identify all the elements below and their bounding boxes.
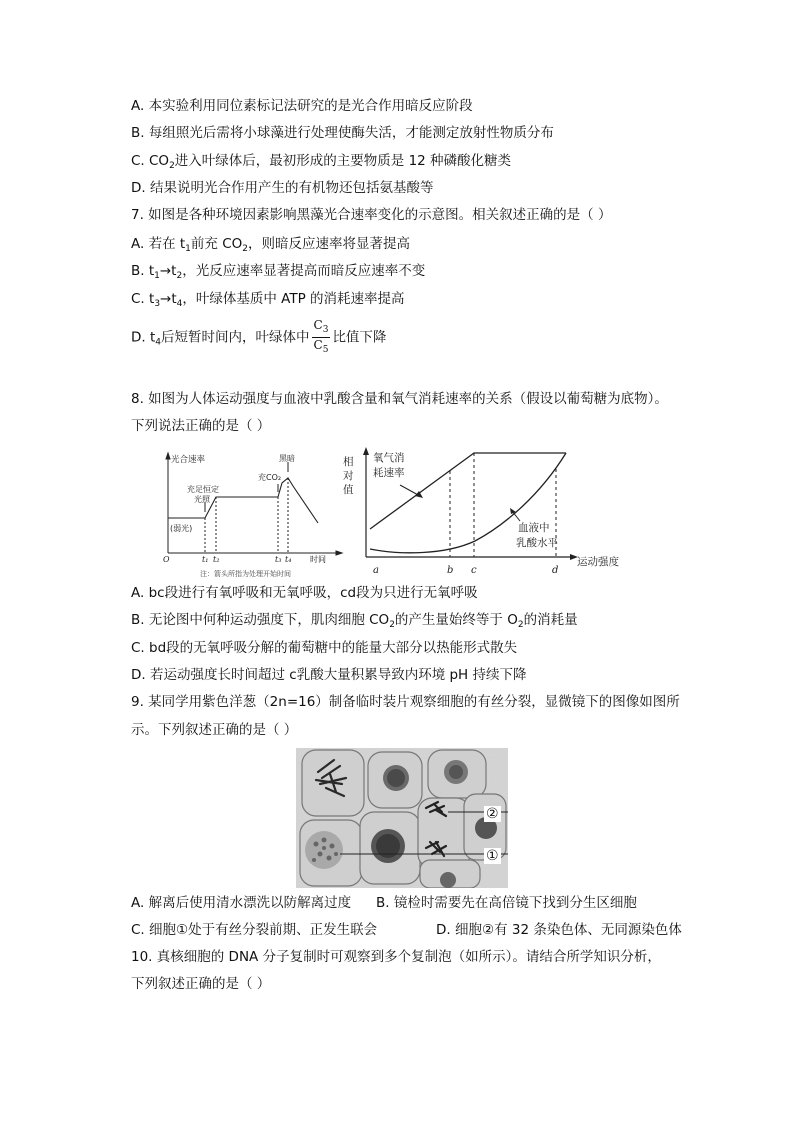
o2-pointer-head [415, 491, 423, 498]
q8-option-a: A. bc段进行有氧呼吸和无氧呼吸，cd段为只进行无氧呼吸 [131, 585, 478, 601]
q8-stem-line2: 下列说法正确的是（ ） [131, 418, 271, 434]
q9-option-b: B. 镜检时需要先在高倍镜下找到分生区细胞 [376, 895, 637, 911]
q6-option-c: C. $CO_2$进入叶绿体后，最初形成的主要物质是 12 种磷酸化糖类 [131, 153, 512, 171]
q6-option-d: D. 结果说明光合作用产生的有机物还包括氨基酸等 [131, 180, 434, 196]
t3-label: t₃ [275, 555, 282, 564]
lactate-label-1: 血液中 [518, 522, 550, 534]
nucleus [440, 872, 456, 888]
q8-option-c: C. bd段的无氧呼吸分解的葡萄糖中的能量大部分以热能形式散失 [131, 640, 518, 656]
q8-option-b: B. 无论图中何种运动强度下，肌肉细胞 $CO_2$的产生量始终等于 $O_2$的消耗量 [131, 612, 578, 630]
q10-stem-line2: 下列叙述正确的是（ ） [131, 976, 271, 992]
q9-stem-line2: 示。下列叙述正确的是（ ） [131, 722, 298, 738]
c-label: c [471, 565, 477, 576]
mitosis-micrograph [296, 748, 508, 888]
y-axis-arrow [166, 453, 170, 459]
q8-option-d: D. 若运动强度长时间超过 c乳酸大量积累导致内环境 pH 持续下降 [131, 667, 527, 683]
y-axis-label-2: 对 [343, 470, 354, 482]
q7-option-d: D. $t_4$后短暂时间内，叶绿体中 $\frac{C_3}{C_5}$ 比值下降 [131, 318, 387, 355]
oxygen-label-2: 耗速率 [373, 467, 405, 479]
origin-label: O [163, 555, 170, 564]
q9-option-a: A. 解离后使用清水漂洗以防解离过度 [131, 895, 352, 911]
q7-option-b: B. $t_1\to t_2$，光反应速率显著提高而暗反应速率不变 [131, 263, 426, 281]
lactate-label-2: 乳酸水平 [516, 537, 558, 549]
x-axis-label: 运动强度 [577, 556, 619, 568]
q9-stem-line1: 9. 某同学用紫色洋葱（2n=16）制备临时装片观察细胞的有丝分裂，显微镜下的图像如图所 [131, 694, 680, 710]
photosynthesis-rate-figure [160, 450, 350, 585]
t1-label: t₁ [202, 555, 209, 564]
y-axis-label-3: 值 [343, 484, 354, 496]
weak-light-label: (弱光) [170, 524, 193, 533]
exercise-intensity-figure [340, 445, 640, 580]
b-label: b [447, 565, 454, 576]
y-axis-label-1: 相 [343, 456, 354, 468]
q6-option-a: A. 本实验利用同位素标记法研究的是光合作用暗反应阶段 [131, 98, 473, 114]
q9-option-d: D. 细胞②有 32 条染色体、无同源染色体 [436, 922, 682, 938]
t2-label: t₂ [213, 555, 220, 564]
figure-note: 注：箭头所指为处理开始时间 [200, 570, 291, 578]
q9-option-c: C. 细胞①处于有丝分裂前期、正发生联会 [131, 922, 378, 938]
c3-c5-fraction: $\frac{C_3}{C_5}$ [313, 318, 329, 355]
y-axis-label: 光合速率 [171, 455, 206, 465]
co2-label: 充CO₂ [258, 473, 282, 482]
q8-stem-line1: 8. 如图为人体运动强度与血液中乳酸含量和氧气消耗速率的关系（假设以葡萄糖为底物）。 [131, 391, 668, 407]
q7-stem: 7. 如图是各种环境因素影响黑藻光合速率变化的示意图。相关叙述正确的是（ ） [131, 207, 612, 223]
y-axis-arrow [363, 447, 369, 455]
a-label: a [373, 565, 379, 576]
oxygen-label-1: 氧气消 [373, 452, 405, 464]
x-axis-label: 时间 [310, 555, 326, 564]
q10-stem-line1: 10. 真核细胞的 DNA 分子复制时可观察到多个复制泡（如所示）。请结合所学知识分析， [131, 949, 661, 965]
q6-option-b: B. 每组照光后需将小球藻进行处理使酶失活，才能测定放射性物质分布 [131, 125, 554, 141]
dark-label: 黑暗 [279, 454, 295, 463]
cell-2-label: ② [486, 806, 499, 822]
t4-label: t₄ [285, 555, 292, 564]
cell-1-label: ① [486, 848, 499, 864]
constant-light-label-2: 光照 [194, 495, 210, 504]
q7-option-c: C. $t_3\to t_4$，叶绿体基质中 ATP 的消耗速率提高 [131, 291, 405, 309]
d-label: d [552, 565, 559, 576]
q7-option-a: A. 若在 $t_1$前充 $CO_2$，则暗反应速率将显著提高 [131, 236, 410, 254]
constant-light-label-1: 充足恒定 [187, 485, 219, 494]
